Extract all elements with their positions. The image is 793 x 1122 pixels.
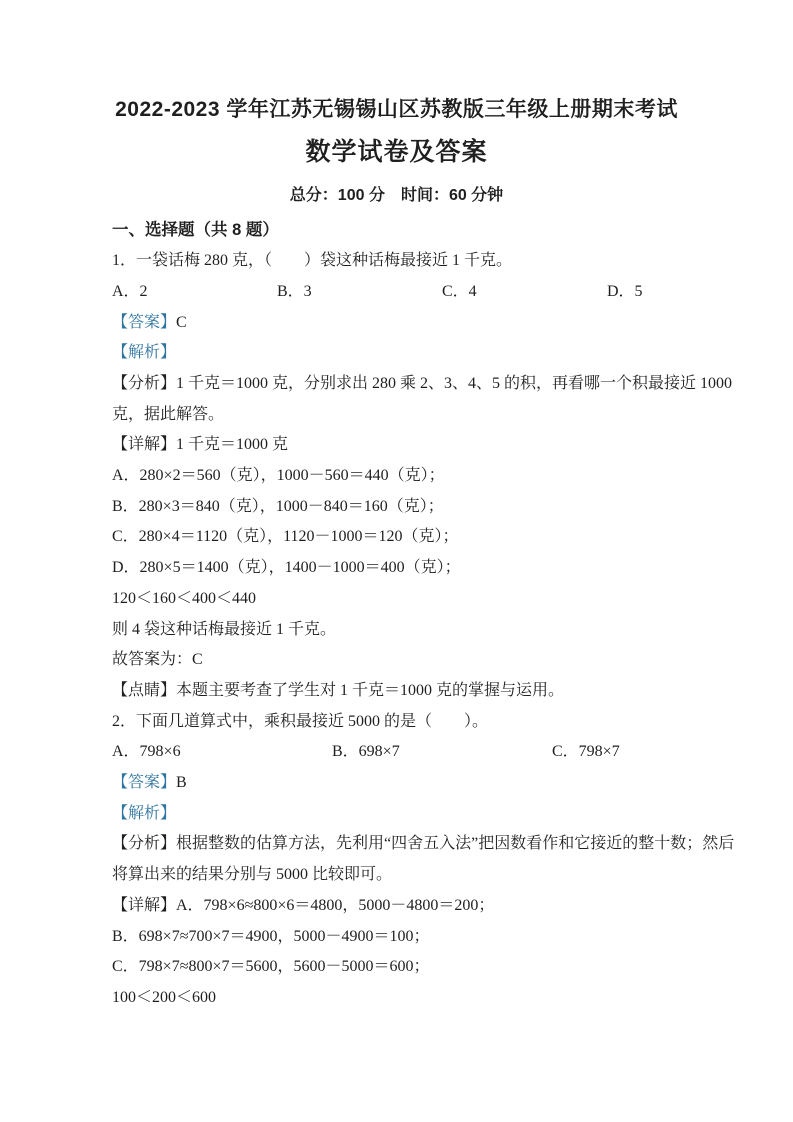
question-1-explanation-line: 【点睛】本题主要考查了学生对 1 千克＝1000 克的掌握与运用。 bbox=[112, 681, 565, 699]
question-1-explanation-line: 故答案为：C bbox=[112, 651, 203, 669]
question-2-option-b: B．698×7 bbox=[332, 743, 400, 761]
question-2-answer-value: B bbox=[176, 774, 187, 792]
section-1-heading: 一、选择题（共 8 题） bbox=[112, 221, 279, 240]
question-1-option-b: B．3 bbox=[277, 282, 312, 300]
question-2-stem: 2．下面几道算式中，乘积最接近 5000 的是（ ）。 bbox=[112, 712, 489, 730]
score-time-line: 总分：100 分 时间：60 分钟 bbox=[289, 186, 504, 204]
question-1-options-row bbox=[112, 277, 713, 308]
question-1-stem: 1．一袋话梅 280 克，（ ）袋这种话梅最接近 1 千克。 bbox=[112, 252, 513, 270]
question-2-explanation-line: 100＜200＜600 bbox=[112, 988, 217, 1006]
question-2-answer-line bbox=[112, 768, 713, 799]
question-1-explanation-line: 【详解】1 千克＝1000 克 bbox=[112, 436, 289, 454]
question-1-option-d: D．5 bbox=[607, 282, 643, 300]
question-1-explanation-line: 克，据此解答。 bbox=[112, 405, 225, 423]
answer-label: 【答案】 bbox=[112, 313, 177, 331]
question-2-option-c: C．798×7 bbox=[552, 743, 620, 761]
analysis-label: 【解析】 bbox=[112, 804, 177, 822]
question-1-explanation-line: A．280×2＝560（克），1000－560＝440（克）； bbox=[112, 467, 445, 485]
question-2-options-row bbox=[112, 737, 713, 768]
question-2-analysis-label-line bbox=[112, 799, 713, 830]
question-2-explanation-line: C．798×7≈800×7＝5600，5600－5000＝600； bbox=[112, 958, 430, 976]
question-1-explanation-line: C．280×4＝1120（克），1120－1000＝120（克）； bbox=[112, 528, 459, 546]
question-1-explanation-line: 则 4 袋这种话梅最接近 1 千克。 bbox=[112, 620, 337, 638]
doc-title-line1: 2022-2023 学年江苏无锡锡山区苏教版三年级上册期末考试 bbox=[115, 98, 678, 121]
question-1-explanation-line: 120＜160＜400＜440 bbox=[112, 589, 257, 607]
question-1-answer-value: C bbox=[176, 313, 187, 331]
document-body bbox=[0, 215, 793, 1013]
question-2-option-a: A．798×6 bbox=[112, 743, 181, 761]
question-1-explanation-line: 【分析】1 千克＝1000 克，分别求出 280 乘 2、3、4、5 的积，再看哪一个积最接近 1000 bbox=[112, 374, 733, 392]
question-1-analysis-label-line bbox=[112, 338, 713, 369]
answer-label: 【答案】 bbox=[112, 774, 177, 792]
question-2-explanation-line: 将算出来的结果分别与 5000 比较即可。 bbox=[112, 866, 393, 884]
question-1-explanation-line: B．280×3＝840（克），1000－840＝160（克）； bbox=[112, 497, 444, 515]
question-2-explanation-line: B．698×7≈700×7＝4900，5000－4900＝100； bbox=[112, 927, 430, 945]
doc-title-line2: 数学试卷及答案 bbox=[305, 138, 488, 167]
question-1-option-c: C．4 bbox=[442, 282, 477, 300]
question-1-explanation-line: D．280×5＝1400（克），1400－1000＝400（克）； bbox=[112, 559, 461, 577]
question-2-explanation-line: 【详解】A．798×6≈800×6＝4800，5000－4800＝200； bbox=[112, 896, 495, 914]
question-2-explanation-line: 【分析】根据整数的估算方法，先利用“四舍五入法”把因数看作和它接近的整十数；然后 bbox=[112, 835, 735, 853]
question-1-answer-line bbox=[112, 308, 713, 339]
analysis-label: 【解析】 bbox=[112, 344, 177, 362]
question-1-option-a: A．2 bbox=[112, 282, 148, 300]
